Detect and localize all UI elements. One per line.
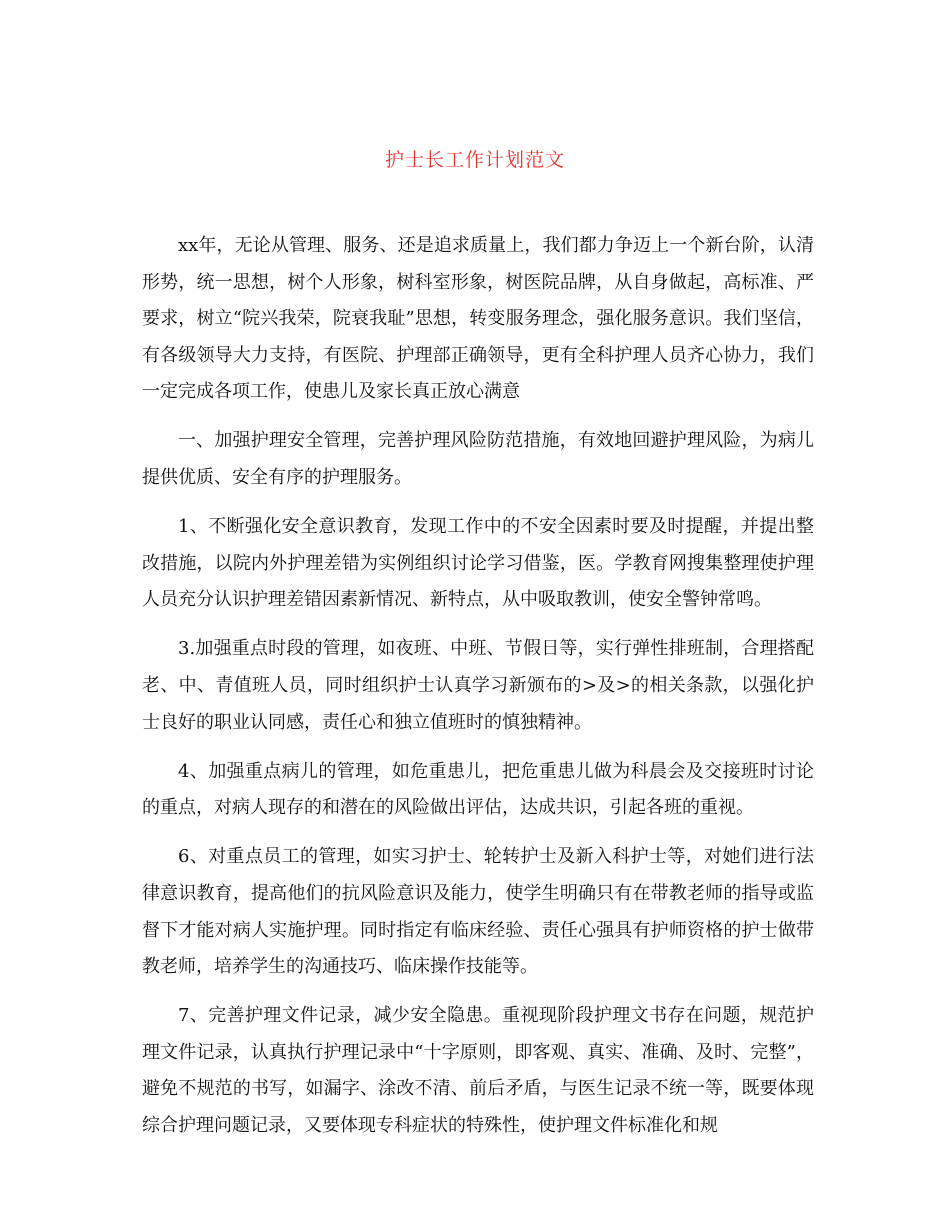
document-body (142, 228, 814, 1157)
paragraph-item-6: 6、对重点员工的管理，如实习护士、轮转护士及新入科护士等，对她们进行法律意识教育，提高他们的抗风险意识及能力，使学生明确只有在带教老师的指导或监督下才能对病人实施护理。同时指定有临床经验、责任心强具有护师资格的护士做带教老师，培养学生的沟通技巧、临床操作技能等。 (142, 846, 814, 978)
paragraph-section-one: 一、加强护理安全管理，完善护理风险防范措施，有效地回避护理风险，为病儿提供优质、安全有序的护理服务。 (142, 430, 814, 489)
paragraph-item-1: 1、不断强化安全意识教育，发现工作中的不安全因素时要及时提醒，并提出整改措施，以院内外护理差错为实例组织讨论学习借鉴，医。学教育网搜集整理使护理人员充分认识护理差错因素新情况、新特点，从中吸取教训，使安全警钟常鸣。 (142, 516, 814, 611)
paragraph-item-7: 7、完善护理文件记录，减少安全隐患。重视现阶段护理文书存在问题，规范护理文件记录，认真执行护理记录中“十字原则，即客观、真实、准确、及时、完整”，避免不规范的书写，如漏字、涂改不清、前后矛盾，与医生记录不统一等，既要体现综合护理问题记录，又要体现专科症状的特殊性，使护理文件标准化和规 (142, 1005, 814, 1137)
paragraph-item-4: 4、加强重点病儿的管理，如危重患儿，把危重患儿做为科晨会及交接班时讨论的重点，对病人现存的和潜在的风险做出评估，达成共识，引起各班的重视。 (142, 760, 814, 819)
document-title: 护士长工作计划范文 (384, 149, 565, 171)
paragraph-item-3: 3.加强重点时段的管理，如夜班、中班、节假日等，实行弹性排班制，合理搭配老、中、青值班人员，同时组织护士认真学习新颁布的>及>的相关条款，以强化护士良好的职业认同感，责任心和独立值班时的慎独精神。 (142, 638, 814, 733)
paragraph-intro: xx年，无论从管理、服务、还是追求质量上，我们都力争迈上一个新台阶，认清形势，统一思想，树个人形象，树科室形象，树医院品牌，从自身做起，高标准、严要求，树立“院兴我荣，院衰我耻”思想，转变服务理念，强化服务意识。我们坚信，有各级领导大力支持，有医院、护理部正确领导，更有全科护理人员齐心协力，我们一定完成各项工作，使患儿及家长真正放心满意 (142, 235, 814, 403)
